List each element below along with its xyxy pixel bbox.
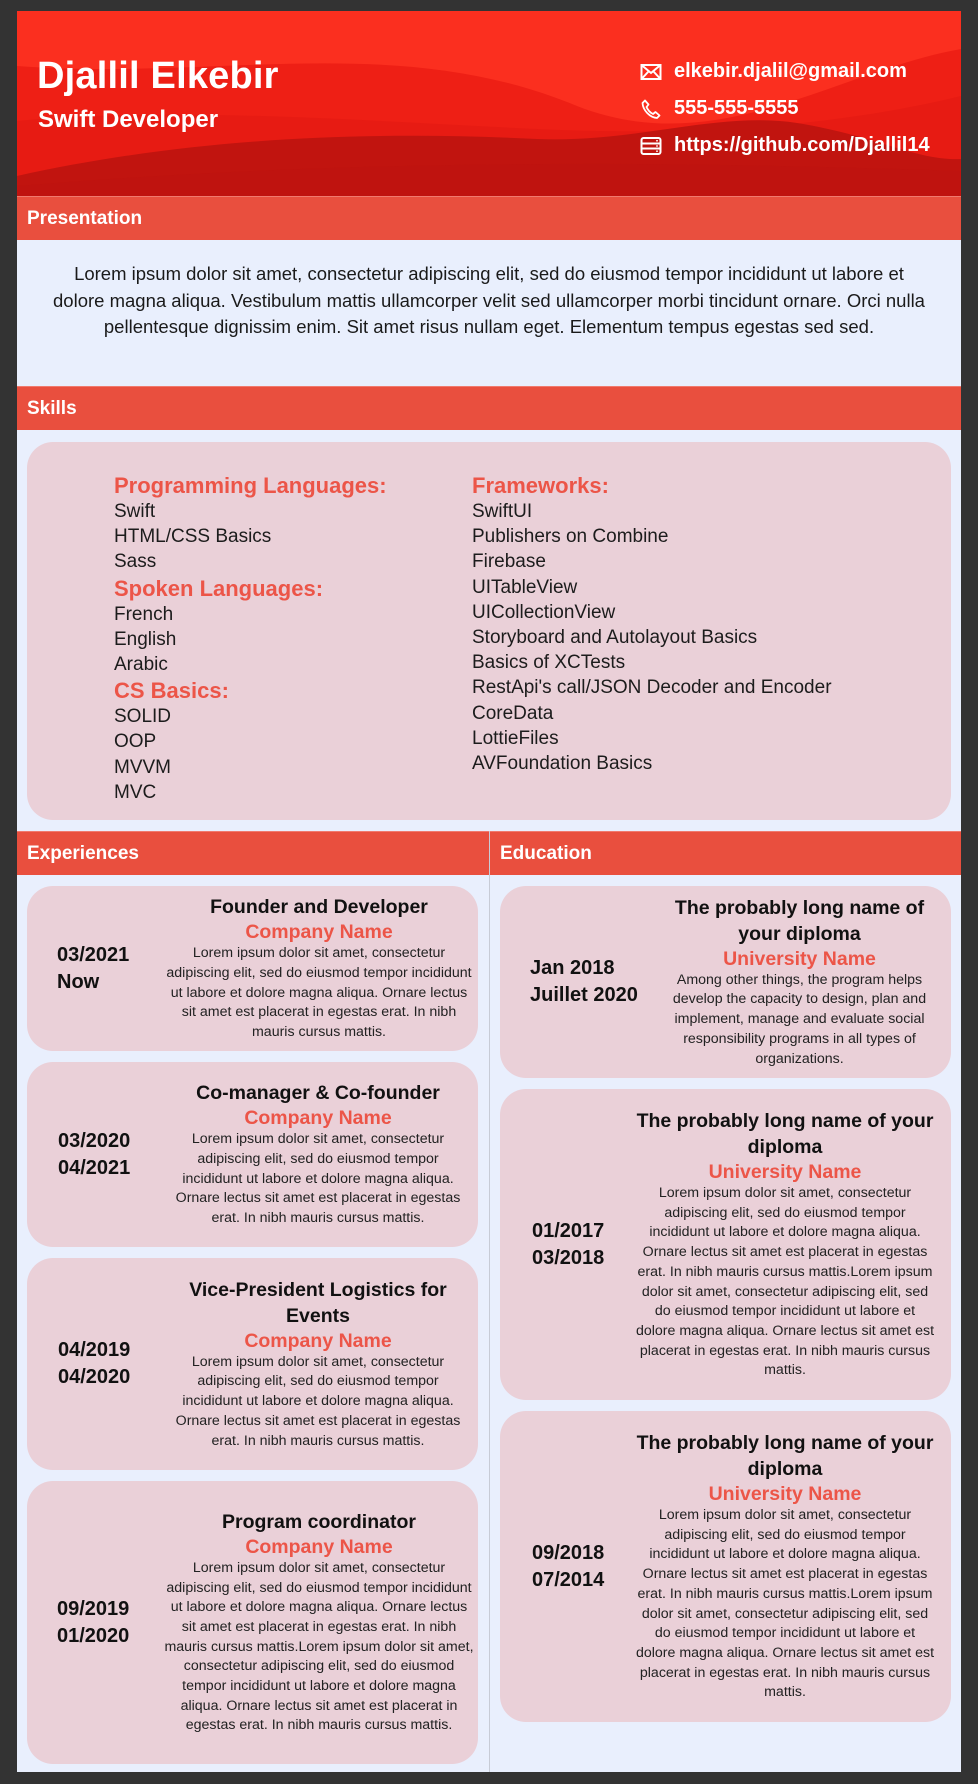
skill-item: MVVM: [114, 756, 171, 778]
skill-item: LottieFiles: [472, 727, 559, 749]
experience-content: [168, 1080, 468, 1229]
skill-group-heading: Frameworks:: [472, 473, 609, 498]
company-name: Company Name: [244, 1107, 392, 1130]
resume-header: [17, 11, 961, 196]
skill-group-heading: CS Basics:: [114, 678, 229, 704]
university-name: University Name: [708, 1160, 862, 1183]
skill-item: English: [114, 628, 177, 650]
experience-card: [27, 1258, 478, 1470]
skill-item: Storyboard and Autolayout Basics: [472, 627, 758, 649]
education-dates: [500, 1540, 612, 1594]
end-date: 07/2014: [532, 1568, 605, 1591]
skills-section-header: Skills: [17, 386, 961, 430]
resume-page: [17, 11, 961, 1772]
end-date: Juillet 2020: [530, 984, 638, 1006]
job-description: Lorem ipsum dolor sit amet, consectetur adipiscing elit, sed do eiusmod tempor incididunt ut labore et dolore magna aliqua. Ornare lectus sit amet est placerat in egestas erat. In nibh mauris cursus mattis.Lorem ipsum dolor sit amet, consectetur adipiscing elit, sed do eiusmod tempor incididunt ut labore et dolore magna aliqua. Ornare lectus sit amet est placerat in egestas erat. In nibh mauris cursus mattis.: [164, 1559, 474, 1734]
skill-item: AVFoundation Basics: [472, 753, 653, 775]
education-card: [500, 1089, 951, 1400]
diploma-description: Lorem ipsum dolor sit amet, consectetur adipiscing elit, sed do eiusmod tempor incididunt ut labore et dolore magna aliqua. Ornare lectus sit amet est placerat in egestas erat. In nibh mauris cursus mattis.Lorem ipsum dolor sit amet, consectetur adipiscing elit, sed do eiusmod tempor incididunt ut labore et dolore magna aliqua. Ornare lectus sit amet est placerat in egestas erat. In nibh mauris cursus mattis.: [635, 1184, 935, 1379]
skills-column-right: [472, 472, 832, 776]
job-title: Program coordinator: [222, 1510, 416, 1533]
education-dates: [500, 955, 645, 1009]
start-date: 03/2021: [57, 943, 130, 966]
end-date: 04/2021: [58, 1156, 131, 1179]
skills-column-left: [114, 472, 387, 805]
skill-item: OOP: [114, 731, 157, 753]
education-card: [500, 1411, 951, 1722]
start-date: 04/2019: [58, 1339, 131, 1361]
github-link-text: https://github.com/Djallil14: [674, 134, 930, 156]
end-date: 04/2020: [58, 1366, 131, 1388]
skill-item: Publishers on Combine: [472, 526, 669, 548]
skill-item: French: [114, 603, 174, 625]
skill-item: Firebase: [472, 551, 546, 573]
university-name: University Name: [723, 947, 876, 970]
diploma-title: The probably long name of your diploma: [674, 896, 925, 945]
experience-dates: [27, 942, 137, 996]
job-title: Vice-President Logistics for Events: [189, 1278, 447, 1327]
experience-dates: [27, 1128, 138, 1182]
job-description: Lorem ipsum dolor sit amet, consectetur adipiscing elit, sed do eiusmod tempor incididunt ut labore et dolore magna aliqua. Ornare lectus sit amet est placerat in egestas erat. In nibh mauris cursus mattis.: [175, 1131, 461, 1227]
skill-item: SwiftUI: [472, 501, 533, 522]
skill-item: UICollectionView: [472, 601, 616, 623]
column-divider: [489, 831, 490, 1772]
start-date: Jan 2018: [530, 957, 615, 979]
skill-item: HTML/CSS Basics: [114, 526, 272, 548]
education-content: [635, 1430, 935, 1703]
skill-item: SOLID: [114, 706, 172, 728]
education-content: [635, 1108, 935, 1381]
contact-phone[interactable]: [640, 90, 930, 127]
skill-item: Arabic: [114, 654, 168, 676]
experience-content: [164, 1509, 474, 1736]
start-date: 01/2017: [532, 1219, 605, 1242]
skills-card: [27, 442, 951, 820]
contact-email[interactable]: [640, 53, 930, 90]
skill-item: UITableView: [472, 576, 578, 598]
email-text: elkebir.djalil@gmail.com: [674, 60, 907, 82]
skill-item: Sass: [114, 551, 157, 573]
diploma-description: Among other things, the program helps develop the capacity to design, plan and implement, manage and evaluate social responsibility programs in all types of organizations.: [672, 971, 927, 1067]
education-content: [662, 895, 937, 1070]
education-dates: [500, 1218, 612, 1272]
job-title: Founder and Developer: [210, 896, 428, 919]
experience-dates: [27, 1337, 138, 1391]
company-name: Company Name: [245, 921, 393, 944]
presentation-text: Lorem ipsum dolor sit amet, consectetur adipiscing elit, sed do eiusmod tempor incididunt ut labore et dolore magna aliqua. Vestibulum mattis ullamcorper velit sed ullamcorper morbi tincidunt ornare. Orci nulla pellentesque dignissim enim. Sit amet risus nullam eget. Elementum tempus egestas sed sed.: [53, 263, 925, 337]
diploma-title: The probably long name of your diploma: [636, 1109, 934, 1158]
end-date: 01/2020: [57, 1624, 130, 1647]
experience-card: [27, 1481, 478, 1764]
experience-card: [27, 1062, 478, 1247]
experiences-section-header: Experiences: [17, 831, 489, 875]
person-role: Swift Developer: [38, 106, 219, 133]
envelope-icon: [640, 61, 662, 83]
company-name: Company Name: [245, 1535, 393, 1558]
experience-content: [168, 1277, 468, 1452]
skill-item: MVC: [114, 781, 157, 803]
start-date: 09/2018: [532, 1541, 605, 1564]
diploma-title: The probably long name of your diploma: [636, 1431, 934, 1480]
skill-group-heading: Spoken Languages:: [114, 575, 324, 601]
presentation-section-header: Presentation: [17, 196, 961, 240]
start-date: 09/2019: [57, 1597, 130, 1620]
person-name: Djallil Elkebir: [37, 55, 279, 97]
skill-group-heading: Programming Languages:: [114, 473, 387, 498]
skill-item: CoreData: [472, 702, 554, 724]
server-icon: [640, 135, 662, 157]
phone-text: 555-555-5555: [674, 97, 799, 119]
experience-dates: [27, 1596, 137, 1650]
diploma-description: Lorem ipsum dolor sit amet, consectetur adipiscing elit, sed do eiusmod tempor incididunt ut labore et dolore magna aliqua. Ornare lectus sit amet est placerat in egestas erat. In nibh mauris cursus mattis.Lorem ipsum dolor sit amet, consectetur adipiscing elit, sed do eiusmod tempor incididunt ut labore et dolore magna aliqua. Ornare lectus sit amet est placerat in egestas erat. In nibh mauris cursus mattis.: [635, 1506, 935, 1701]
phone-icon: [640, 98, 662, 120]
job-description: Lorem ipsum dolor sit amet, consectetur adipiscing elit, sed do eiusmod tempor incididunt ut labore et dolore magna aliqua. Ornare lectus sit amet est placerat in egestas erat. In nibh mauris cursus mattis.: [175, 1353, 461, 1449]
contact-list: [640, 53, 930, 164]
skill-item: Basics of XCTests: [472, 652, 626, 674]
contact-github[interactable]: [640, 127, 930, 164]
job-description: Lorem ipsum dolor sit amet, consectetur adipiscing elit, sed do eiusmod tempor incididunt ut labore et dolore magna aliqua. Ornare lectus sit amet est placerat in egestas erat. In nibh mauris cursus mattis.: [166, 945, 472, 1041]
experience-content: [164, 894, 474, 1043]
job-title: Co-manager & Co-founder: [196, 1082, 440, 1105]
experience-card: [27, 886, 478, 1051]
education-card: [500, 886, 951, 1078]
end-date: 03/2018: [532, 1246, 605, 1269]
university-name: University Name: [708, 1482, 862, 1505]
education-section-header: Education: [490, 831, 961, 875]
skill-item: Swift: [114, 501, 156, 522]
skill-item: RestApi's call/JSON Decoder and Encoder: [472, 677, 832, 699]
end-date: Now: [57, 970, 100, 993]
company-name: Company Name: [244, 1329, 392, 1352]
start-date: 03/2020: [58, 1129, 131, 1152]
